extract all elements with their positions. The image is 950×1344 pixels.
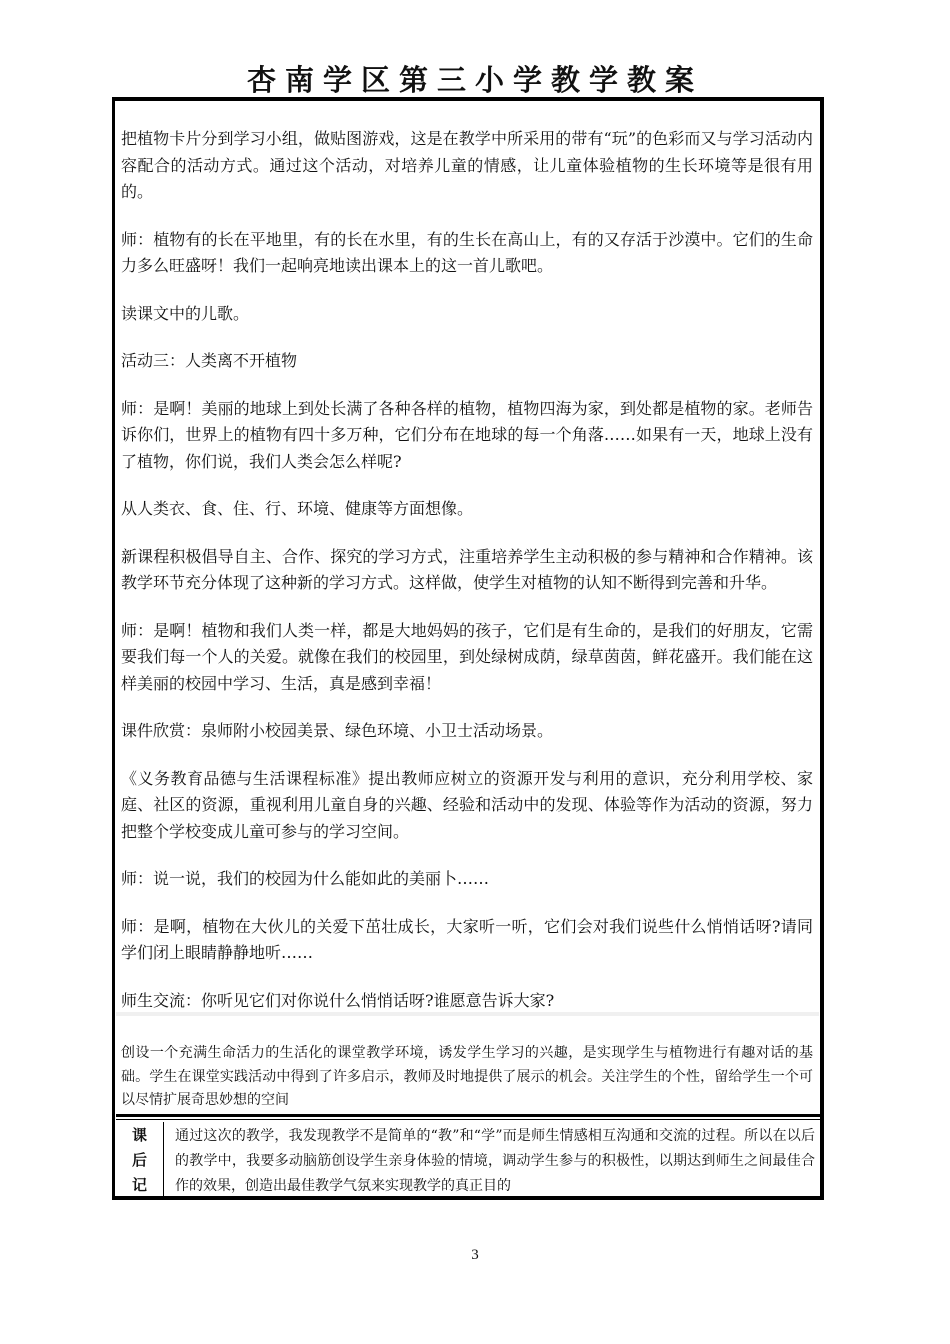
page-number: 3 — [471, 1247, 479, 1263]
paragraph: 从人类衣、食、住、行、环境、健康等方面想像。 — [121, 499, 474, 518]
paragraph: 师生交流：你听见它们对你说什么悄悄话呀?谁愿意告诉大家? — [121, 990, 555, 1010]
section-divider-thin — [116, 1119, 820, 1120]
lesson-body — [121, 126, 813, 1035]
paragraph: 把植物卡片分到学习小组，做贴图游戏，这是在教学中所采用的带有“玩”的色彩而又与学习活动内容配合的活动方式。通过这个活动，对培养儿童的情感，让儿童体验植物的生长环境等是很有用的。 — [121, 129, 813, 201]
paragraph: 读课文中的儿歌。 — [121, 303, 250, 323]
paragraph: 师：植物有的长在平地里，有的长在水里，有的生长在高山上，有的又存活于沙漠中。它们的生命力多么旺盛呀！我们一起响亮地读出课本上的这一首儿歌吧。 — [121, 229, 813, 275]
paragraph: 师：是啊，植物在大伙儿的关爱下茁壮成长，大家听一听，它们会对我们说些什么悄悄话呀?请同学们闭上眼睛静静地听…… — [121, 916, 813, 962]
houji-label — [116, 1122, 164, 1198]
paragraph: 课件欣赏：泉师附小校园美景、绿色环境、小卫士活动场景。 — [121, 721, 554, 740]
houji-text: 通过这次的教学，我发现教学不是简单的“教”和“学”而是师生情感相互沟通和交流的过程。所以在以后的教学中，我要多动脑筋创设学生亲身体验的情境，调动学生参与的积极性，以期达到师生之间最佳合作的效果，创造出最佳教学气氛来实现教学的真正目的 — [175, 1128, 815, 1194]
houji-label-char: 后 — [131, 1150, 147, 1169]
paragraph: 师：是啊！美丽的地球上到处长满了各种各样的植物，植物四海为家，到处都是植物的家。老师告诉你们，世界上的植物有四十多万种，它们分布在地球的每一个角落……如果有一天，地球上没有了植物，你们说，我们人类会怎么样呢? — [121, 398, 813, 471]
paragraph: 《义务教育品德与生活课程标准》提出教师应树立的资源开发与利用的意识，充分利用学校、家庭、社区的资源，重视利用儿童自身的兴趣、经验和活动中的发现、体验等作为活动的资源，努力把整个学校变成儿童可参与的学习空间。 — [121, 768, 813, 841]
paragraph: 师：说一说，我们的校园为什么能如此的美丽卜…… — [121, 869, 490, 888]
paragraph: 师：是啊！植物和我们人类一样，都是大地妈妈的孩子，它们是有生命的，是我们的好朋友，它需要我们每一个人的关爱。就像在我们的校园里，到处绿树成荫，绿草茵茵，鲜花盛开。我们能在这样美丽的校园中学习、生活，真是感到幸福！ — [121, 620, 813, 693]
houji-label-char: 记 — [131, 1175, 147, 1194]
houji-label-char: 课 — [131, 1125, 147, 1144]
section-divider — [116, 1114, 820, 1117]
paragraph: 新课程积极倡导自主、合作、探究的学习方式，注重培养学生主动积极的参与精神和合作精神。该教学环节充分体现了这种新的学习方式。这样做，使学生对植物的认知不断得到完善和升华。 — [121, 546, 813, 592]
page-title: 杏南学区第三小学教学教案 — [246, 63, 703, 97]
design-summary: 创设一个充满生命活力的生活化的课堂教学环境，诱发学生学习的兴趣，是实现学生与植物进行有趣对话的基础。学生在课堂实践活动中得到了许多启示，教师及时地提供了展示的机会。关注学生的个性，留给学生一个可以尽情扩展奇思妙想的空间 — [121, 1045, 813, 1108]
paragraph: 活动三：人类离不开植物 — [121, 351, 298, 370]
